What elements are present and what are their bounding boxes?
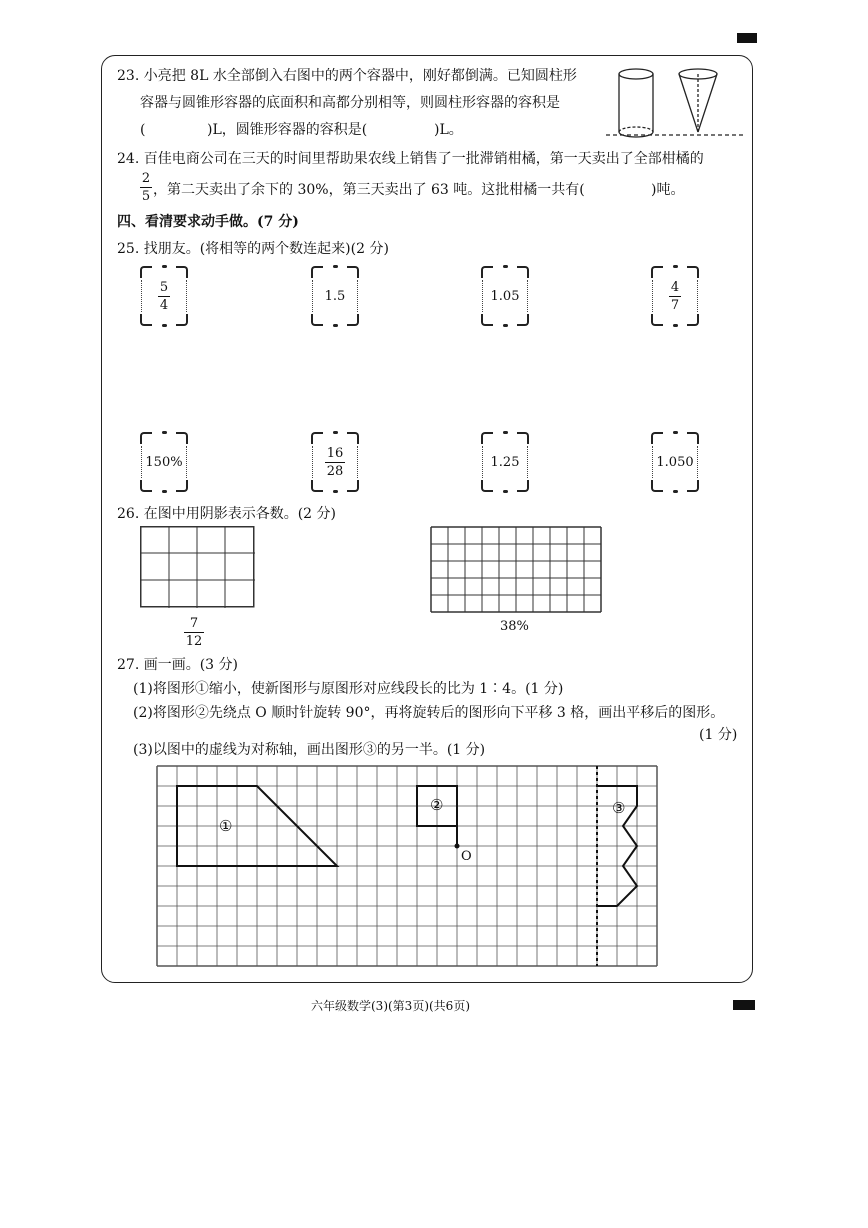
card-frac-num: 4 xyxy=(670,279,680,295)
card-text: 1.25 xyxy=(490,454,520,470)
q26-left-num: 7 xyxy=(189,616,199,631)
q24-line2: ，第二天卖出了余下的 30%，第三天卖出了 63 吨。这批柑橘一共有( xyxy=(153,182,585,198)
q25-title: 25. 找朋友。(将相等的两个数连起来)(2 分) xyxy=(117,241,389,257)
number-card xyxy=(140,266,188,326)
card-fraction xyxy=(325,446,345,479)
point-o xyxy=(455,844,460,849)
point-o-label: O xyxy=(461,849,472,864)
number-card xyxy=(481,266,529,326)
card-value xyxy=(651,432,699,492)
q27-item1: (1)将图形①缩小，使新图形与原图形对应线段长的比为 1∶4。(1 分) xyxy=(133,681,564,697)
fraction-bar xyxy=(184,632,204,633)
card-text: 1.05 xyxy=(490,288,520,304)
q23-line1: 23. 小亮把 8L 水全部倒入右图中的两个容器中，刚好都倒满。已知圆柱形 xyxy=(117,68,577,84)
number-card xyxy=(311,266,359,326)
card-value xyxy=(651,266,699,326)
number-card xyxy=(651,432,699,492)
q27-title: 27. 画一画。(3 分) xyxy=(117,657,238,673)
card-text: 150% xyxy=(145,454,183,470)
card-value xyxy=(311,266,359,326)
grid-10x5 xyxy=(430,526,603,613)
card-fraction xyxy=(158,280,170,313)
q24-frac-num: 2 xyxy=(141,171,151,186)
page-footer: 六年级数学(3)(第3页)(共6页) xyxy=(311,999,470,1013)
card-value xyxy=(481,432,529,492)
q26-title: 26. 在图中用阴影表示各数。(2 分) xyxy=(117,506,336,522)
section-heading: 四、看清要求动手做。(7 分) xyxy=(117,214,299,230)
q27-item2: (2)将图形②先绕点 O 顺时针旋转 90°，再将旋转后的图形向下平移 3 格，画出平移后的图形。 xyxy=(133,705,725,721)
card-text: 1.050 xyxy=(656,454,694,470)
number-card xyxy=(651,266,699,326)
shape1-label: ① xyxy=(219,817,233,835)
q26-left-den: 12 xyxy=(185,634,203,649)
card-value xyxy=(311,432,359,492)
q23-line2: 容器与圆锥形容器的底面积和高都分别相等，则圆柱形容器的容积是 xyxy=(140,95,560,111)
number-card xyxy=(140,432,188,492)
card-frac-den: 7 xyxy=(670,297,680,313)
q23-line3-c: )L。 xyxy=(434,122,463,138)
q24-line1: 24. 百佳电商公司在三天的时间里帮助果农线上销售了一批滞销柑橘，第一天卖出了全部柑橘的 xyxy=(117,151,704,167)
fraction-bar xyxy=(140,187,152,188)
shape3-label: ③ xyxy=(612,799,626,817)
grid-3x4 xyxy=(140,526,255,608)
fraction-bar xyxy=(158,296,170,297)
container-figure xyxy=(606,64,746,144)
q26-left-fraction xyxy=(184,616,204,649)
card-text: 1.5 xyxy=(324,288,346,304)
card-frac-den: 4 xyxy=(159,297,169,313)
card-frac-den: 28 xyxy=(326,463,344,479)
number-card xyxy=(481,432,529,492)
card-value xyxy=(140,432,188,492)
card-frac-num: 5 xyxy=(159,279,169,295)
drawing-grid xyxy=(156,765,662,970)
fraction-bar xyxy=(325,462,345,463)
fraction-bar xyxy=(669,296,681,297)
card-fraction xyxy=(669,280,681,313)
card-value xyxy=(140,266,188,326)
q24-fraction xyxy=(140,171,152,204)
registration-mark-bottom xyxy=(733,1000,755,1010)
card-value xyxy=(481,266,529,326)
q23-line3-b: )L，圆锥形容器的容积是( xyxy=(207,122,368,138)
number-card xyxy=(311,432,359,492)
q27-item3: (3)以图中的虚线为对称轴，画出图形③的另一半。(1 分) xyxy=(133,742,486,758)
q27-item2-score: (1 分) xyxy=(699,727,738,743)
q23-line3-a: ( xyxy=(140,122,146,138)
q24-frac-den: 5 xyxy=(141,189,151,204)
shape2-label: ② xyxy=(430,796,444,814)
q24-line2-end: )吨。 xyxy=(651,182,685,198)
card-frac-num: 16 xyxy=(326,445,344,461)
q26-right-label: 38% xyxy=(500,619,529,634)
registration-mark-top xyxy=(737,33,757,43)
